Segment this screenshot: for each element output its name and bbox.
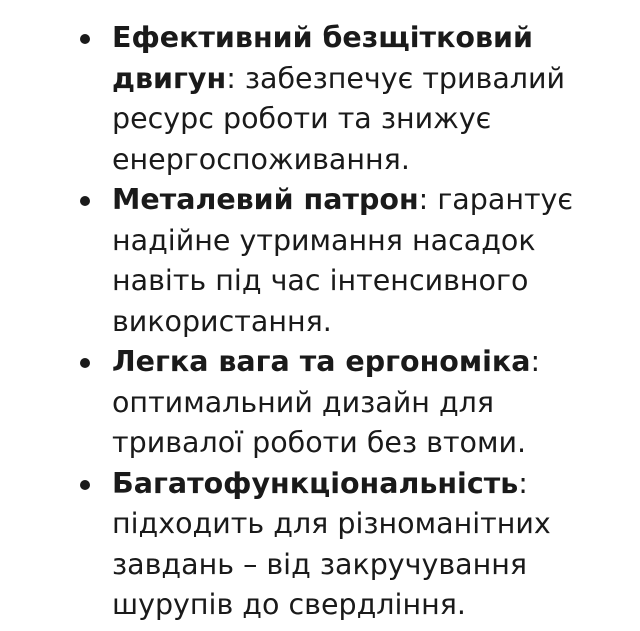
feature-term: Багатофункціональність xyxy=(112,466,519,500)
feature-description: підходить для різноманітних завдань – від закручування шурупів до свердління. xyxy=(112,507,551,621)
feature-description: забезпечує тривалий ресурс роботи та знижує енергоспоживання. xyxy=(112,61,566,176)
feature-separator: : xyxy=(226,61,236,95)
bullet-icon xyxy=(80,358,90,368)
feature-item-metal-chuck xyxy=(0,180,640,342)
feature-description: гарантує надійне утримання насадок навіть під час інтенсивного використання. xyxy=(112,183,574,338)
feature-term: Металевий патрон xyxy=(112,183,419,216)
bullet-icon xyxy=(80,34,90,44)
feature-description: оптимальний дизайн для тривалої роботи без втоми. xyxy=(112,385,527,459)
bullet-icon xyxy=(80,196,90,206)
feature-term: Легка вага та ергономіка xyxy=(112,345,531,378)
bullet-icon xyxy=(80,480,90,490)
feature-separator: : xyxy=(418,183,429,216)
feature-term: Ефективний безщітковий двигун xyxy=(112,21,533,95)
feature-item-brushless-motor xyxy=(0,18,640,180)
feature-separator: : xyxy=(530,345,541,378)
feature-item-ergonomics xyxy=(0,342,640,464)
feature-item-multifunctional xyxy=(0,464,640,626)
feature-list xyxy=(0,18,640,626)
feature-separator: : xyxy=(518,466,528,500)
